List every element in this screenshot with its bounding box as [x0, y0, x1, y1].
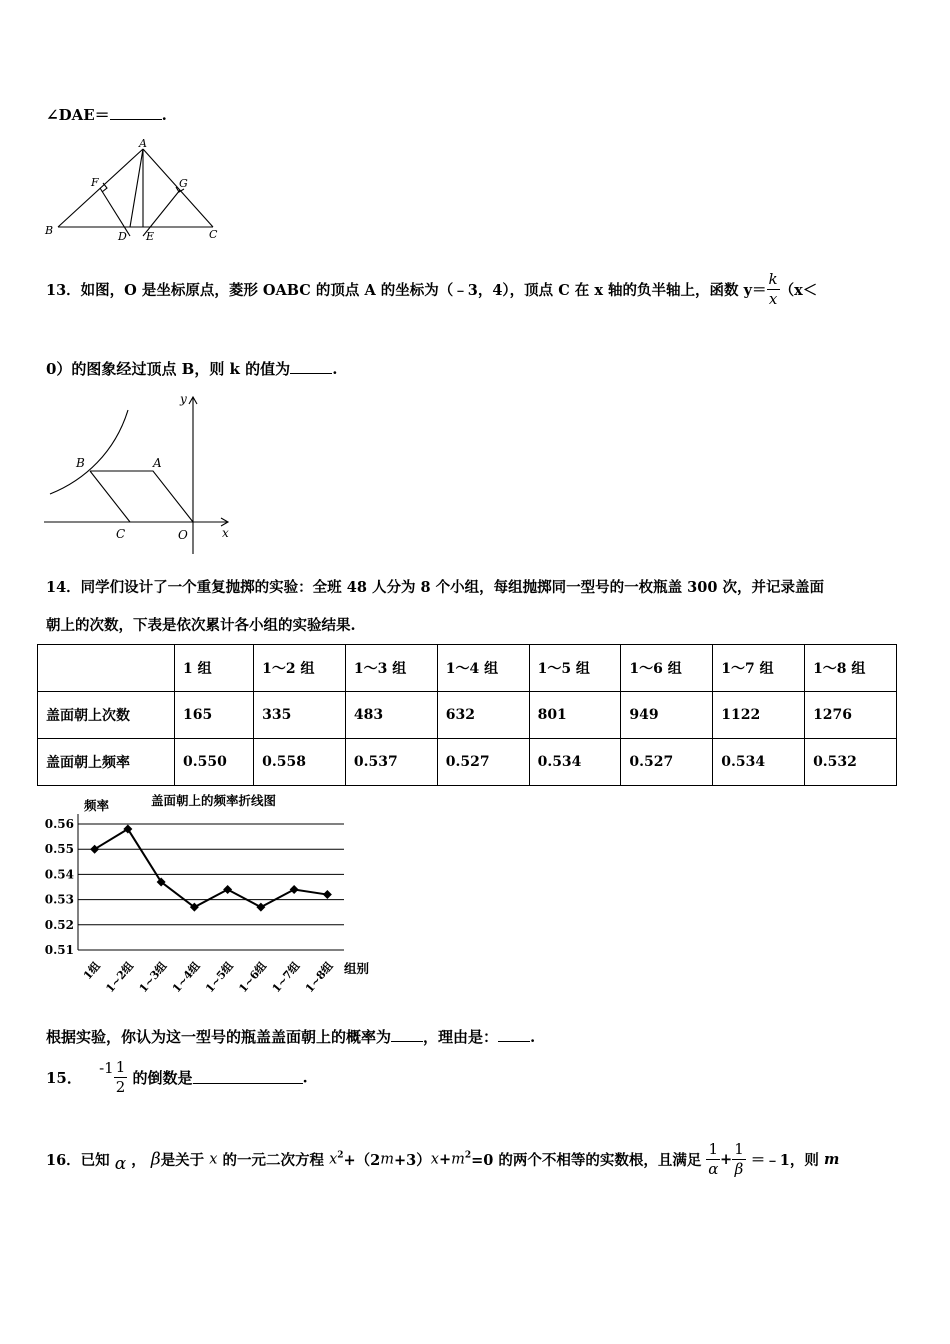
label-B: B — [45, 224, 54, 237]
q16-tail: ＝﹣1，则 — [750, 1152, 819, 1169]
q14-line2 — [46, 614, 356, 635]
q16-frac-alpha — [706, 1142, 720, 1177]
table-cell: 0.537 — [345, 739, 437, 786]
x-tick-label: 1~5组 — [203, 959, 236, 996]
table-row — [38, 692, 897, 739]
table-row — [38, 739, 897, 786]
rhombus-figure — [40, 392, 250, 557]
q13-frac-den: x — [768, 290, 778, 308]
x-tick-label: 1~8组 — [302, 959, 336, 996]
label-B13: B — [76, 456, 85, 470]
table-cell: 1 组 — [175, 645, 254, 692]
table-cell: 1276 — [805, 692, 897, 739]
q13-fraction — [767, 272, 780, 307]
q14-text1: 14．同学们设计了一个重复抛掷的实验：全班 48 人分为 8 个小组，每组抛掷同一型号的一枚瓶盖 300 次，并记录盖面 — [46, 579, 824, 596]
frequency-line-chart — [38, 790, 398, 1015]
q15-blank — [193, 1071, 303, 1084]
q16-sup2: 2 — [464, 1150, 472, 1161]
q16-eq5: + — [438, 1151, 452, 1168]
data-point — [290, 885, 299, 894]
y-tick-label: 0.54 — [44, 867, 74, 882]
table-cell: 0.534 — [713, 739, 805, 786]
data-point — [256, 903, 265, 912]
q15-fraction — [114, 1060, 128, 1095]
axis-y-label: y — [180, 392, 187, 406]
table-cell: 0.550 — [175, 739, 254, 786]
table-cell: 1～3 组 — [345, 645, 437, 692]
chart-title: 盖面朝上的频率折线图 — [151, 793, 277, 808]
q12-tail: . — [161, 106, 167, 124]
table-cell: 盖面朝上次数 — [38, 692, 175, 739]
q12-text: ∠DAE＝ — [46, 106, 110, 124]
q16-f2-num: 1 — [734, 1140, 744, 1158]
label-G: G — [179, 177, 188, 190]
q15-tail: . — [302, 1068, 308, 1087]
y-tick-label: 0.53 — [44, 892, 74, 907]
table-cell: 0.527 — [621, 739, 713, 786]
table-cell: 0.527 — [437, 739, 529, 786]
table-header-row — [38, 645, 897, 692]
y-tick-label: 0.56 — [44, 817, 74, 831]
results-table — [37, 644, 897, 786]
table-cell: 335 — [254, 692, 346, 739]
table-cell — [38, 645, 175, 692]
x-tick-label: 1~7组 — [269, 959, 303, 996]
q16-m-final: m — [823, 1151, 840, 1168]
q14-answer-tail: . — [530, 1028, 536, 1046]
table-cell: 1122 — [713, 692, 805, 739]
q16-line — [46, 1142, 839, 1177]
table-cell: 1～4 组 — [437, 645, 529, 692]
table-cell: 0.534 — [529, 739, 621, 786]
q16-pre: 16．已知 — [46, 1152, 110, 1169]
q14-answer-text: 根据实验，你认为这一型号的瓶盖盖面朝上的概率为 — [46, 1028, 392, 1046]
q15-frac-num: 1 — [115, 1058, 126, 1076]
q14-blank-2 — [498, 1029, 530, 1042]
data-point — [90, 845, 99, 854]
label-A: A — [139, 137, 147, 150]
label-A13: A — [153, 456, 162, 470]
q16-eq-x: x — [329, 1151, 338, 1168]
q15-number: 15． — [46, 1069, 82, 1087]
q16-eq7: =0 的两个不相等的实数根，且满足 — [471, 1152, 702, 1169]
series-line — [95, 829, 328, 907]
table-cell: 801 — [529, 692, 621, 739]
y-tick-label: 0.51 — [44, 943, 74, 957]
q14-text2: 朝上的次数，下表是依次累计各小组的实验结果. — [46, 617, 356, 634]
q16-sup: 2 — [337, 1150, 344, 1161]
label-F: F — [91, 176, 99, 189]
beta-symbol: β — [150, 1149, 161, 1170]
table-cell: 483 — [345, 692, 437, 739]
q16-m: m — [380, 1151, 395, 1168]
q13-blank — [290, 361, 332, 374]
x-tick-label: 1~6组 — [236, 959, 270, 996]
q14-line1 — [46, 576, 824, 597]
q16-f2-den: β — [734, 1160, 744, 1178]
label-C13: C — [116, 527, 126, 541]
q14-answer-line — [46, 1026, 535, 1047]
table-cell: 盖面朝上频率 — [38, 739, 175, 786]
data-point — [323, 890, 332, 899]
q15-line — [46, 1060, 308, 1095]
q13-text1: 13．如图，O 是坐标原点，菱形 OABC 的顶点 A 的坐标为（﹣3，4），顶点 C 在 x 轴的负半轴上，函数 y＝ — [46, 282, 767, 299]
label-E: E — [146, 230, 155, 243]
q16-eq-x2: x — [430, 1151, 439, 1168]
q16-eq2: +（2 — [343, 1152, 381, 1169]
q13-line1 — [46, 272, 817, 307]
y-tick-label: 0.52 — [44, 917, 74, 932]
q15-text: 的倒数是 — [132, 1069, 193, 1087]
q13-line2 — [46, 358, 337, 379]
q16-f1-num: 1 — [708, 1140, 719, 1158]
y-tick-label: 0.55 — [44, 842, 74, 857]
q16-eq3: +3） — [394, 1152, 431, 1169]
q14-blank-1 — [391, 1029, 423, 1042]
q13-text2: 0）的图象经过顶点 B，则 k 的值为 — [46, 360, 291, 378]
table-cell: 949 — [621, 692, 713, 739]
x-tick-label: 1组 — [80, 959, 103, 983]
q13-tail: . — [332, 360, 338, 378]
label-D: D — [118, 230, 127, 243]
chart-xlabel: 组别 — [344, 961, 370, 976]
q16-t1: 是关于 — [160, 1152, 205, 1169]
q15-whole: -1 — [99, 1058, 114, 1077]
q13-text1-tail: （x＜ — [779, 282, 818, 299]
q12-line — [46, 104, 167, 125]
q16-frac-beta — [732, 1142, 746, 1177]
label-C: C — [209, 228, 218, 241]
q15-frac-den: 2 — [115, 1078, 126, 1096]
q16-comma: ， — [131, 1152, 146, 1169]
table-cell: 165 — [175, 692, 254, 739]
q16-plus: + — [720, 1151, 733, 1168]
table-cell: 1～6 组 — [621, 645, 713, 692]
triangle-figure — [40, 136, 240, 246]
chart-ylabel: 频率 — [84, 798, 110, 813]
label-O13: O — [178, 528, 188, 542]
table-cell: 0.558 — [254, 739, 346, 786]
x-tick-label: 1~4组 — [169, 959, 203, 996]
alpha-symbol: α — [114, 1153, 127, 1174]
table-cell: 1～5 组 — [529, 645, 621, 692]
table-cell: 1～2 组 — [254, 645, 346, 692]
q13-frac-num: k — [768, 270, 778, 288]
q14-answer-mid: ，理由是： — [423, 1028, 499, 1046]
q16-t2: 的一元二次方程 — [222, 1152, 324, 1169]
q12-blank — [110, 107, 162, 120]
axis-x-label: x — [222, 526, 229, 540]
q16-f1-den: α — [708, 1160, 719, 1178]
table-cell: 632 — [437, 692, 529, 739]
q16-x: x — [209, 1151, 218, 1168]
x-tick-label: 1~3组 — [136, 959, 170, 996]
table-cell: 1～8 组 — [805, 645, 897, 692]
q16-eq-m2: m — [451, 1151, 465, 1168]
data-point — [223, 885, 232, 894]
table-cell: 1～7 组 — [713, 645, 805, 692]
table-cell: 0.532 — [805, 739, 897, 786]
x-tick-label: 1~2组 — [103, 959, 137, 996]
